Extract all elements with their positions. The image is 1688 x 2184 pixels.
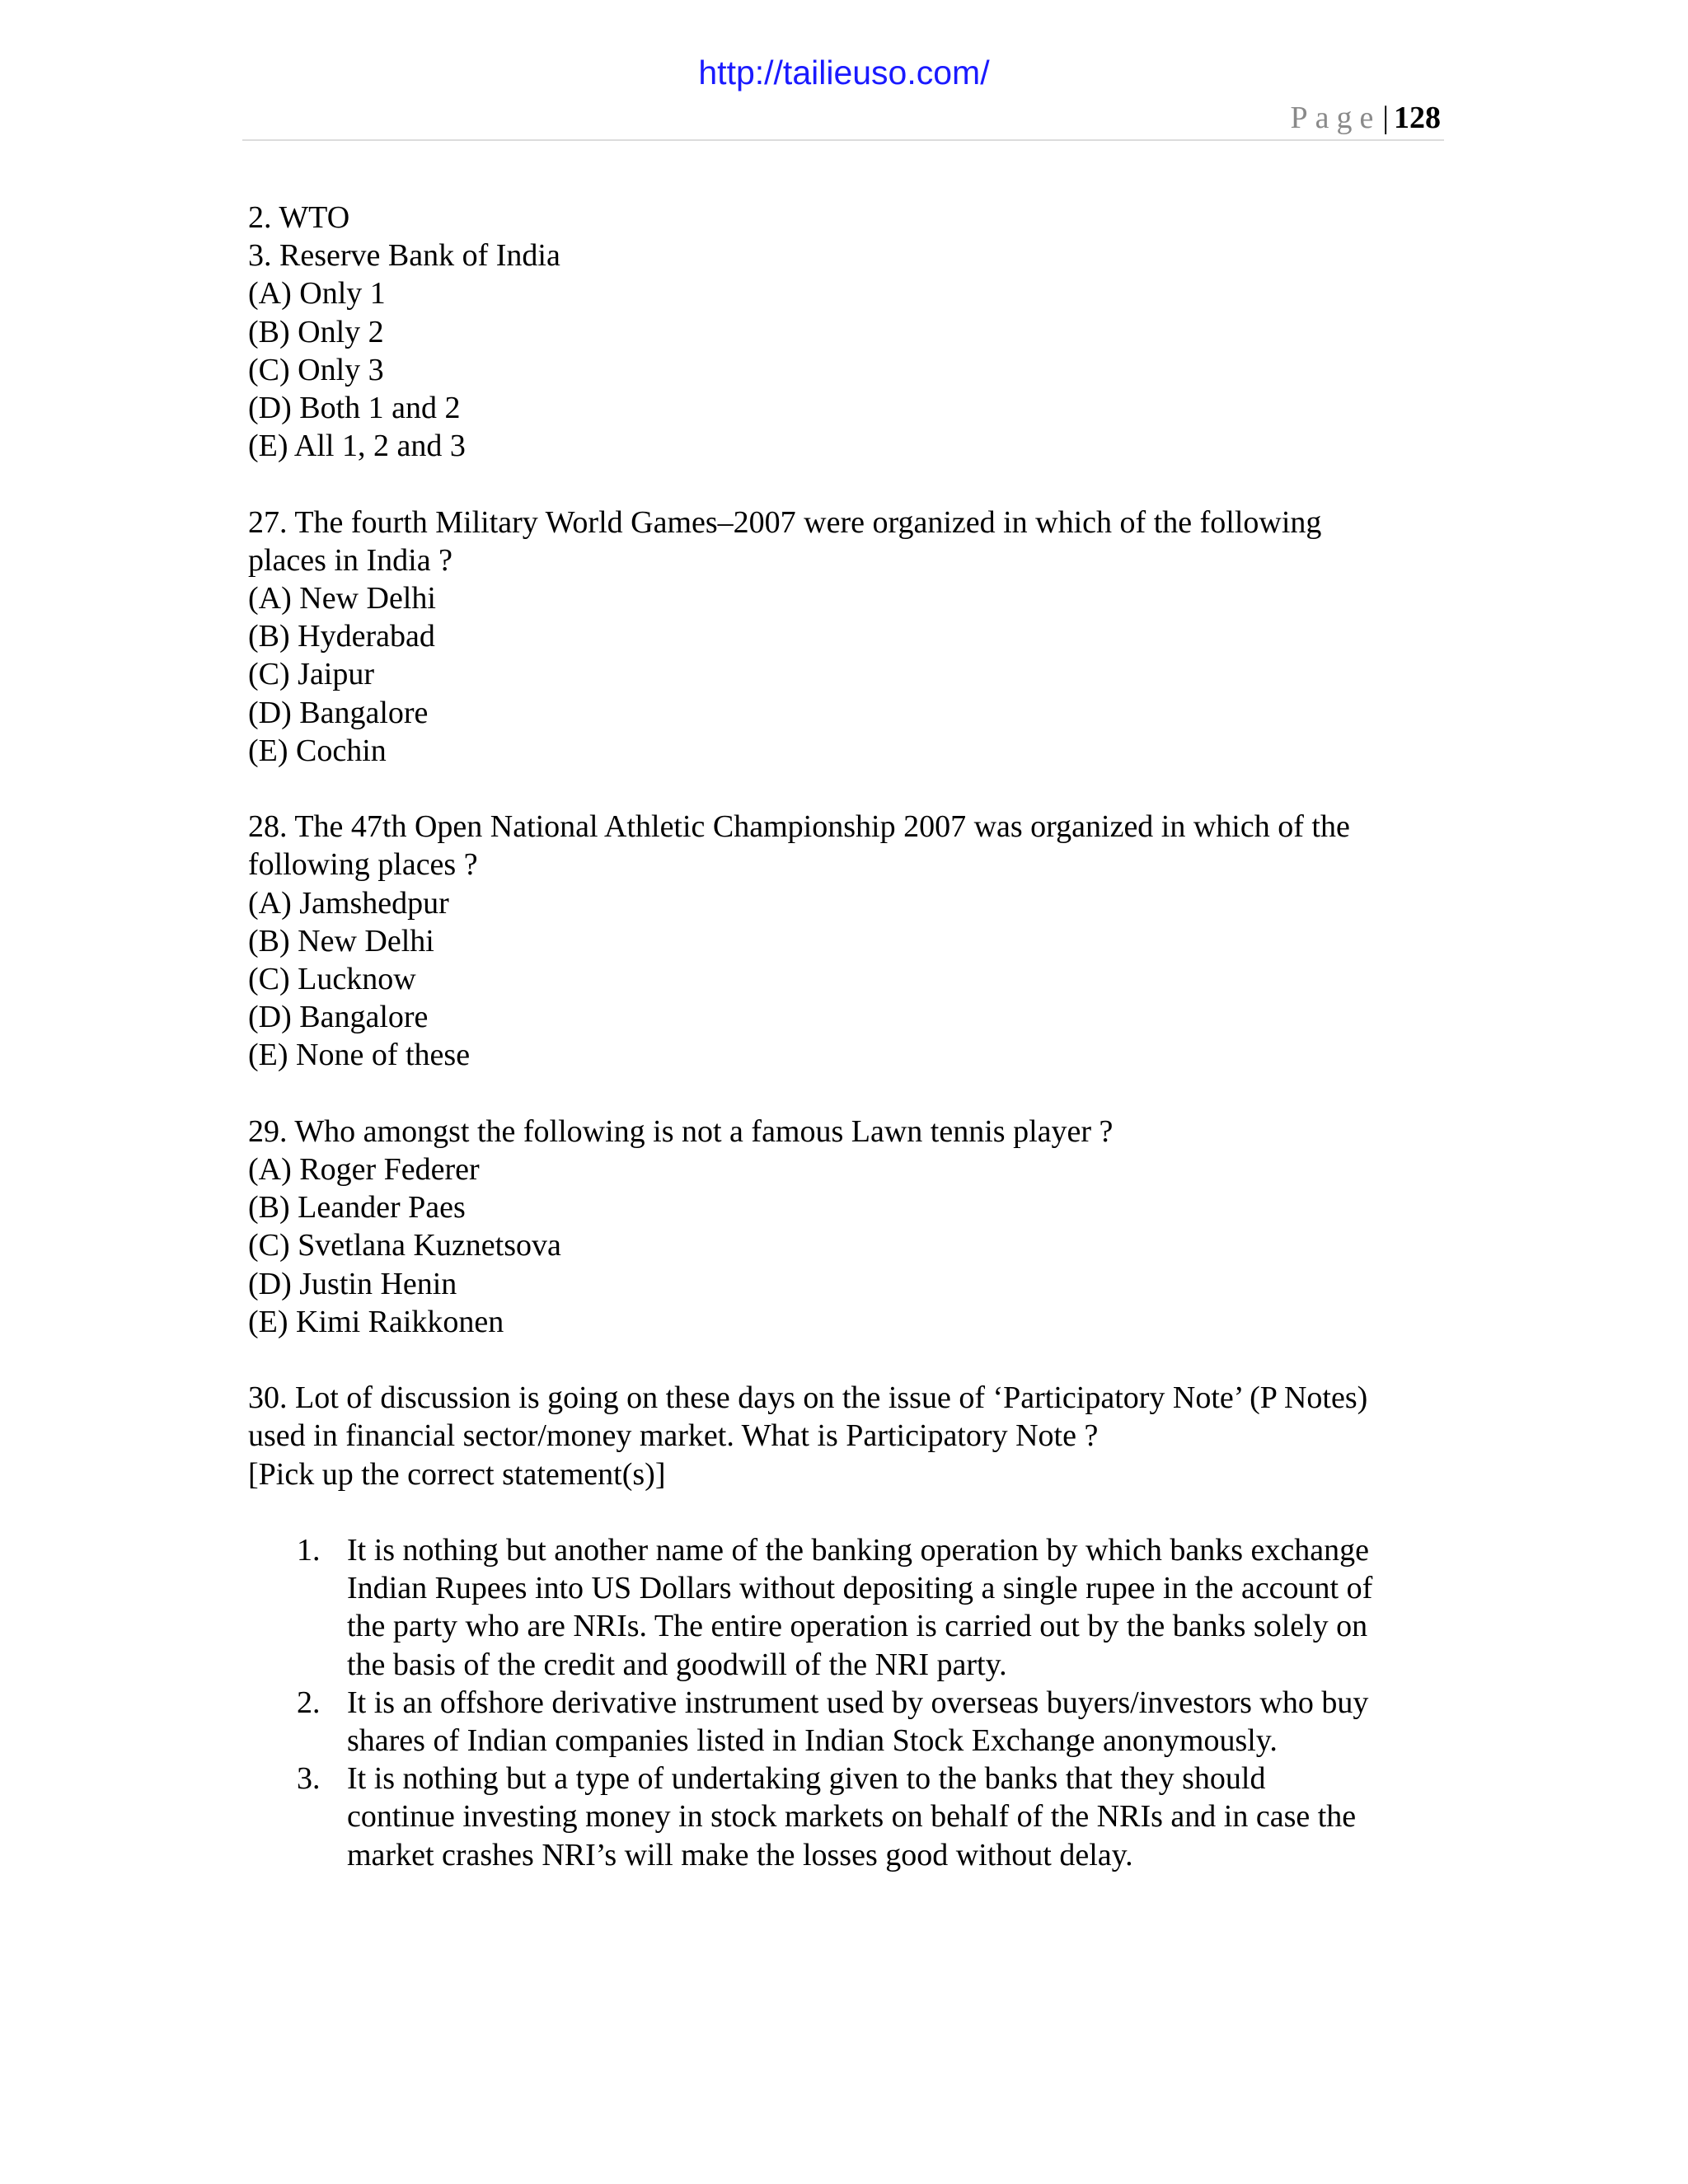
header-divider: [242, 139, 1444, 141]
header-url-link[interactable]: http://tailieuso.com/: [698, 54, 990, 91]
answer-option: (E) None of these: [248, 1038, 471, 1073]
answer-option: (B) Leander Paes: [248, 1190, 466, 1226]
question-29: [248, 1113, 1451, 1341]
page-number-header: [1291, 102, 1441, 134]
question-27: [248, 504, 1451, 770]
page-separator: |: [1382, 101, 1389, 135]
question-item: 3. Reserve Bank of India: [248, 238, 560, 274]
answer-option: (B) Hyderabad: [248, 619, 435, 654]
answer-option: (A) New Delhi: [248, 581, 436, 616]
answer-option: (E) Cochin: [248, 733, 387, 768]
answer-option: (E) Kimi Raikkonen: [248, 1304, 504, 1339]
statement-line: market crashes NRI’s will make the losses good without delay.: [347, 1837, 1133, 1872]
question-instruction: [Pick up the correct statement(s)]: [248, 1456, 666, 1492]
question-30: [248, 1379, 1451, 1874]
statement-item: [248, 1531, 1451, 1684]
statement-line: the party who are NRIs. The entire operation is carried out by the banks solely on: [347, 1609, 1368, 1644]
statement-line: continue investing money in stock markets on behalf of the NRIs and in case the: [347, 1799, 1357, 1835]
answer-option: (B) New Delhi: [248, 923, 434, 958]
answer-option: (A) Only 1: [248, 276, 386, 312]
question-text: following places ?: [248, 847, 478, 883]
statement-item: [248, 1760, 1451, 1874]
answer-option: (C) Lucknow: [248, 962, 416, 997]
answer-option: (D) Justin Henin: [248, 1266, 457, 1301]
answer-option: (C) Jaipur: [248, 657, 375, 692]
statement-line: It is an offshore derivative instrument used by overseas buyers/investors who buy: [347, 1685, 1369, 1720]
statement-item: [248, 1684, 1451, 1760]
question-text: used in financial sector/money market. What is Participatory Note ?: [248, 1418, 1099, 1454]
answer-option: (B) Only 2: [248, 314, 384, 349]
question-28: [248, 808, 1451, 1074]
question-text: 30. Lot of discussion is going on these days on the issue of ‘Participatory Note’ (P Notes): [248, 1380, 1368, 1416]
question-text: places in India ?: [248, 542, 452, 578]
answer-option: (C) Svetlana Kuznetsova: [248, 1228, 561, 1263]
answer-option: (A) Roger Federer: [248, 1152, 480, 1188]
page-number: 128: [1394, 101, 1441, 135]
answer-option: (C) Only 3: [248, 352, 384, 387]
statement-line: It is nothing but another name of the banking operation by which banks exchange: [347, 1533, 1369, 1568]
statement-number: 1.: [297, 1533, 321, 1568]
answer-option: (A) Jamshedpur: [248, 885, 449, 921]
page-content: [248, 199, 1451, 1874]
statement-number: 2.: [297, 1685, 321, 1720]
answer-option: (E) All 1, 2 and 3: [248, 429, 466, 464]
statement-line: It is nothing but a type of undertaking given to the banks that they should: [347, 1761, 1266, 1797]
question-26-continued: [248, 199, 1451, 465]
answer-option: (D) Bangalore: [248, 695, 429, 730]
statement-line: shares of Indian companies listed in Indian Stock Exchange anonymously.: [347, 1723, 1278, 1759]
statement-line: the basis of the credit and goodwill of the NRI party.: [347, 1647, 1007, 1682]
question-item: 2. WTO: [248, 200, 350, 235]
answer-option: (D) Bangalore: [248, 1000, 429, 1035]
page-label: Page: [1290, 101, 1381, 135]
question-text: 29. Who amongst the following is not a famous Lawn tennis player ?: [248, 1113, 1114, 1149]
question-text: 27. The fourth Military World Games–2007 were organized in which of the following: [248, 504, 1322, 540]
statement-number: 3.: [297, 1761, 321, 1797]
statement-list: [248, 1531, 1451, 1874]
answer-option: (D) Both 1 and 2: [248, 391, 461, 426]
question-text: 28. The 47th Open National Athletic Championship 2007 was organized in which of the: [248, 809, 1350, 845]
statement-line: Indian Rupees into US Dollars without depositing a single rupee in the account of: [347, 1571, 1373, 1606]
